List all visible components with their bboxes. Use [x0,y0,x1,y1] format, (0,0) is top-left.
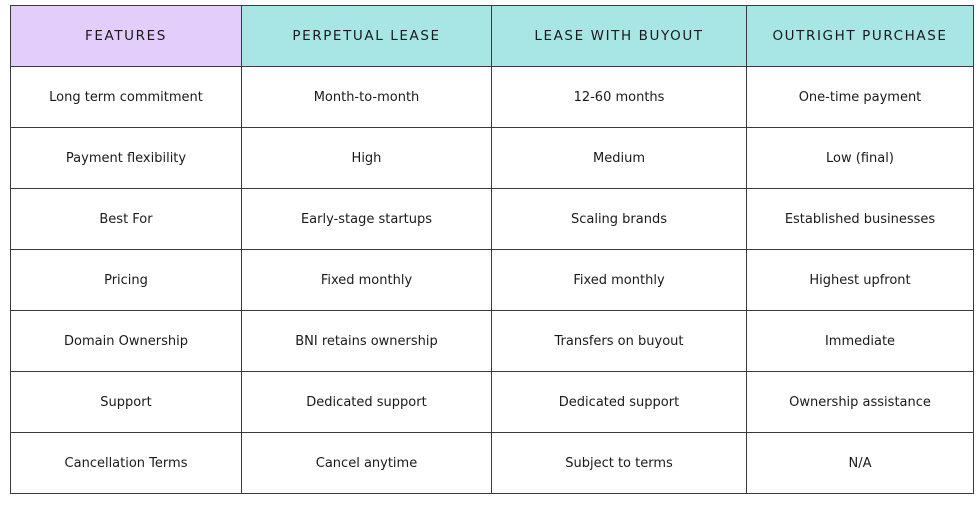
header-features: FEATURES [11,6,242,67]
table-cell: Early-stage startups [242,189,492,250]
feature-cell: Cancellation Terms [11,433,242,494]
table-row [11,311,974,372]
table-row [11,250,974,311]
table-cell: Transfers on buyout [492,311,747,372]
table-cell: Month-to-month [242,67,492,128]
table-cell: Medium [492,128,747,189]
comparison-table [10,5,974,494]
table-cell: Dedicated support [242,372,492,433]
header-lease-with-buyout: LEASE WITH BUYOUT [492,6,747,67]
feature-cell: Long term commitment [11,67,242,128]
table-cell: Established businesses [747,189,974,250]
table-cell: Dedicated support [492,372,747,433]
table-cell: Fixed monthly [242,250,492,311]
table-cell: Subject to terms [492,433,747,494]
header-row [11,6,974,67]
table-cell: High [242,128,492,189]
table-cell: 12-60 months [492,67,747,128]
feature-cell: Pricing [11,250,242,311]
table-cell: BNI retains ownership [242,311,492,372]
table-row [11,189,974,250]
table-cell: N/A [747,433,974,494]
table-cell: Cancel anytime [242,433,492,494]
table-cell: Immediate [747,311,974,372]
table-row [11,67,974,128]
table-row [11,372,974,433]
feature-cell: Payment flexibility [11,128,242,189]
table-cell: Scaling brands [492,189,747,250]
table-row [11,433,974,494]
table-cell: Highest upfront [747,250,974,311]
table-cell: Low (final) [747,128,974,189]
feature-cell: Domain Ownership [11,311,242,372]
header-perpetual-lease: PERPETUAL LEASE [242,6,492,67]
feature-cell: Support [11,372,242,433]
table-cell: One-time payment [747,67,974,128]
table-cell: Ownership assistance [747,372,974,433]
feature-cell: Best For [11,189,242,250]
header-outright-purchase: OUTRIGHT PURCHASE [747,6,974,67]
table-row [11,128,974,189]
table-cell: Fixed monthly [492,250,747,311]
